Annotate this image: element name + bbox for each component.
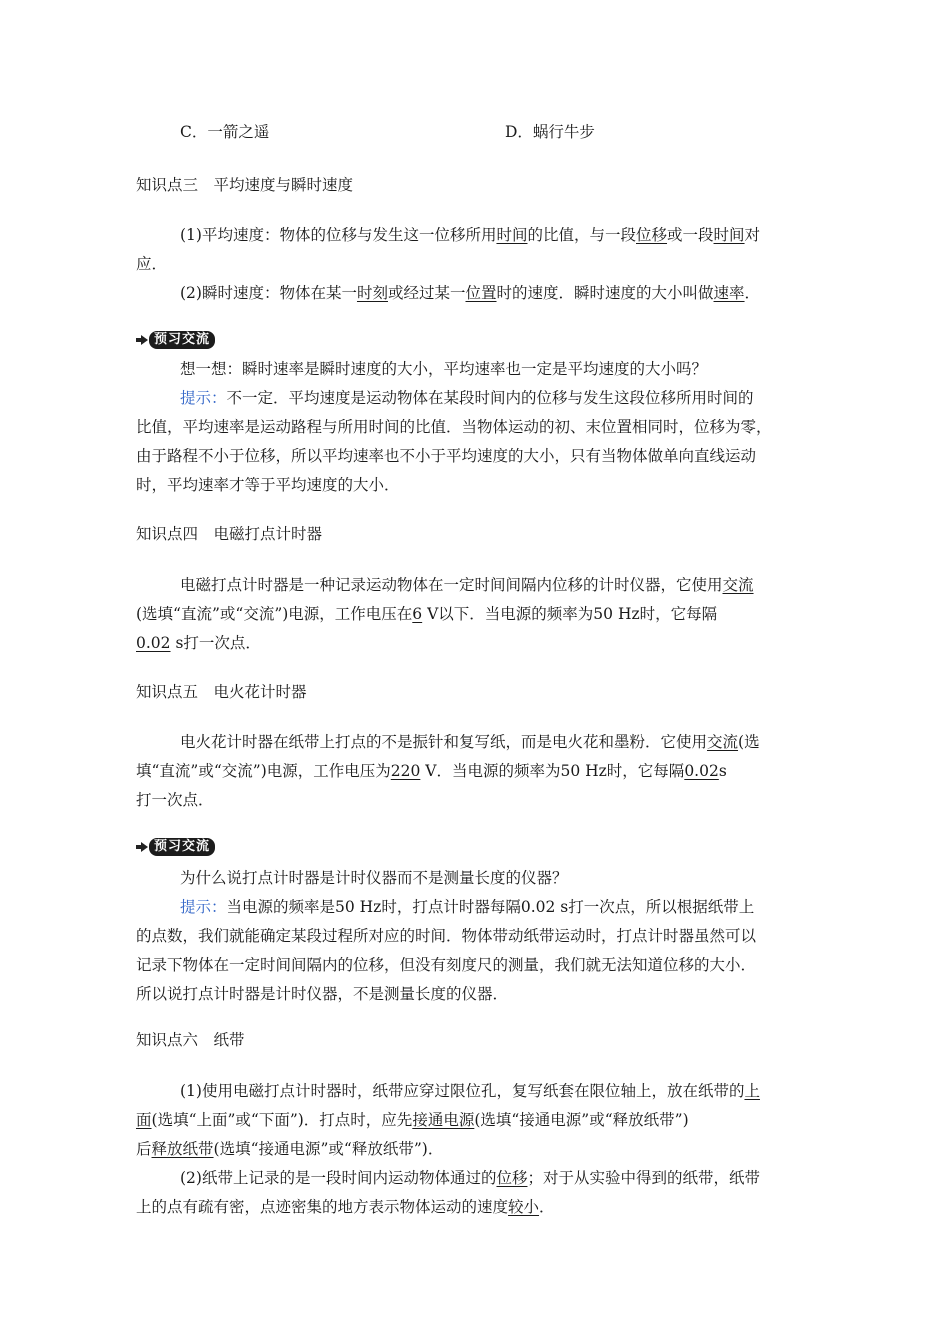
- k5-line-2: 填“直流”或“交流”)电源，工作电压为220 V．当电源的频率为50 Hz时，它每隔0.02s: [136, 762, 727, 780]
- blank-answer: 接通电源: [412, 1111, 475, 1129]
- blank-answer: 位移: [496, 1169, 528, 1187]
- k3-paragraph-2: (2)瞬时速度：物体在某一时刻或经过某一位置时的速度．瞬时速度的大小叫做速率．: [180, 284, 761, 302]
- blank-answer: 位置: [465, 284, 497, 302]
- blank-answer: 速率: [713, 284, 745, 302]
- preview-exchange-badge: 预习交流: [136, 330, 215, 350]
- k6-paragraph-2-line-2: 上的点有疏有密，点迹密集的地方表示物体运动的速度较小．: [136, 1198, 555, 1216]
- blank-answer: 时间: [713, 226, 745, 244]
- blank-answer: 时刻: [356, 284, 388, 302]
- blank-answer: 上: [744, 1082, 760, 1100]
- k4-line-1: 电磁打点计时器是一种记录运动物体在一定时间间隔内位移的计时仪器，它使用交流: [180, 576, 754, 594]
- section-title-k6: 知识点六 纸带: [136, 1031, 245, 1049]
- blank-answer: 较小: [508, 1198, 540, 1216]
- qa2-question: 为什么说打点计时器是计时仪器而不是测量长度的仪器？: [180, 869, 568, 887]
- qa2-answer-line-1: 提示：当电源的频率是50 Hz时，打点计时器每隔0.02 s打一次点，所以根据纸带上: [180, 898, 755, 916]
- qa1-answer-line-4: 时，平均速率才等于平均速度的大小．: [136, 476, 400, 494]
- option-d: D．蜗行牛步: [505, 123, 595, 141]
- blank-answer: 交流: [722, 576, 754, 594]
- hint-label: 提示：: [180, 389, 227, 407]
- qa1-question: 想一想：瞬时速率是瞬时速度的大小，平均速率也一定是平均速度的大小吗？: [180, 360, 708, 378]
- section-title-k4: 知识点四 电磁打点计时器: [136, 525, 323, 543]
- k6-paragraph-2-line-1: (2)纸带上记录的是一段时间内运动物体通过的位移；对于从实验中得到的纸带，纸带: [180, 1169, 760, 1187]
- blank-answer: 面: [136, 1111, 152, 1129]
- qa1-answer-line-2: 比值，平均速率是运动路程与所用时间的比值．当物体运动的初、末位置相同时，位移为零，: [136, 418, 772, 436]
- k3-paragraph-1-cont: 应．: [136, 255, 168, 273]
- k5-line-3: 打一次点．: [136, 791, 214, 809]
- k3-paragraph-1: (1)平均速度：物体的位移与发生这一位移所用时间的比值，与一段位移或一段时间对: [180, 226, 761, 244]
- blank-answer: 0.02: [684, 762, 719, 780]
- blank-answer: 6: [412, 605, 423, 623]
- section-title-k3: 知识点三 平均速度与瞬时速度: [136, 176, 354, 194]
- k5-line-1: 电火花计时器在纸带上打点的不是振针和复写纸，而是电火花和墨粉．它使用交流(选: [180, 733, 760, 751]
- blank-answer: 释放纸带: [151, 1140, 214, 1158]
- qa2-answer-line-2: 的点数，我们就能确定某段过程所对应的时间．物体带动纸带运动时，打点计时器虽然可以: [136, 927, 757, 945]
- section-title-k5: 知识点五 电火花计时器: [136, 683, 307, 701]
- preview-exchange-badge: 预习交流: [136, 837, 215, 857]
- qa2-answer-line-4: 所以说打点计时器是计时仪器，不是测量长度的仪器．: [136, 985, 509, 1003]
- option-c: C．一箭之遥: [180, 123, 270, 141]
- hint-label: 提示：: [180, 898, 227, 916]
- blank-answer: 位移: [636, 226, 668, 244]
- qa1-answer-line-3: 由于路程不小于位移，所以平均速率也不小于平均速度的大小，只有当物体做单向直线运动: [136, 447, 757, 465]
- k4-line-2: (选填“直流”或“交流”)电源，工作电压在6 V以下．当电源的频率为50 Hz时，它每隔: [136, 605, 718, 623]
- blank-answer: 交流: [707, 733, 739, 751]
- blank-answer: 时间: [496, 226, 528, 244]
- k6-paragraph-1-line-3: 后释放纸带(选填“接通电源”或“释放纸带”)．: [136, 1140, 444, 1158]
- blank-answer: 0.02: [136, 634, 171, 652]
- k6-paragraph-1-line-1: (1)使用电磁打点计时器时，纸带应穿过限位孔，复写纸套在限位轴上，放在纸带的上: [180, 1082, 760, 1100]
- qa2-answer-line-3: 记录下物体在一定时间间隔内的位移，但没有刻度尺的测量，我们就无法知道位移的大小．: [136, 956, 757, 974]
- k4-line-3: 0.02 s打一次点．: [136, 634, 261, 652]
- k6-paragraph-1-line-2: 面(选填“上面”或“下面”)．打点时，应先接通电源(选填“接通电源”或“释放纸带”): [136, 1111, 689, 1129]
- qa1-answer-line-1: 提示：不一定．平均速度是运动物体在某段时间内的位移与发生这段位移所用时间的: [180, 389, 754, 407]
- blank-answer: 220: [390, 762, 421, 780]
